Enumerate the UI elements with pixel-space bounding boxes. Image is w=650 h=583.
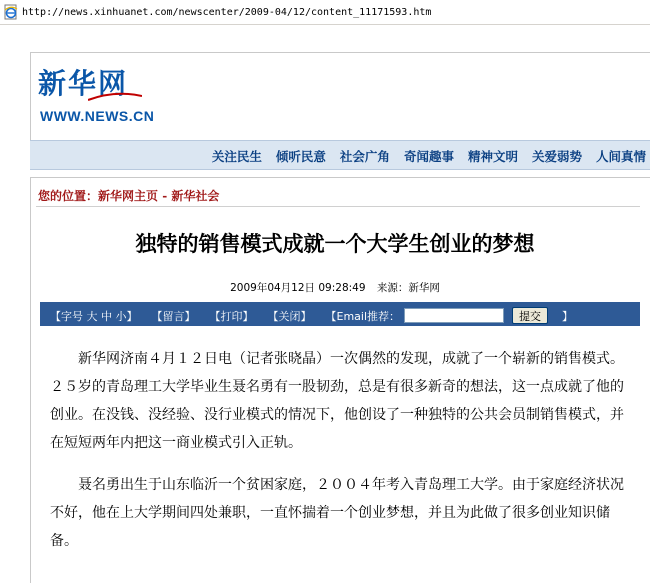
breadcrumb-home-link[interactable]: 新华网主页 — [98, 189, 159, 203]
article-meta — [40, 280, 630, 295]
submit-button[interactable]: 提交 — [512, 307, 548, 324]
print-link[interactable]: 【打印】 — [209, 309, 254, 323]
article-body — [50, 345, 630, 569]
address-url[interactable]: http://news.xinhuanet.com/newscenter/2009-04/12/content_11171593.htm — [22, 7, 432, 18]
channel-nav — [30, 140, 650, 170]
nav-item-qiwen-qushi[interactable]: 奇闻趣事 — [403, 149, 454, 164]
breadcrumb-divider — [36, 206, 640, 207]
nav-item-renjian-zhenqing[interactable]: 人间真情 — [595, 149, 646, 164]
nav-item-guanai-ruoshi[interactable]: 关爱弱势 — [531, 149, 582, 164]
site-logo-text[interactable]: 新华网 — [38, 67, 129, 100]
comment-link[interactable]: 【留言】 — [151, 309, 196, 323]
article-toolbar — [40, 302, 640, 326]
breadcrumb-separator: - — [158, 189, 172, 203]
nav-item-shehui-guangjiao[interactable]: 社会广角 — [339, 149, 390, 164]
nav-item-qingting-minyi[interactable]: 倾听民意 — [275, 149, 326, 164]
email-recommend-label: 【Email推荐： — [325, 309, 401, 323]
breadcrumb-section-link[interactable]: 新华社会 — [171, 189, 220, 203]
font-size-control[interactable]: 【字号 大 中 小】 — [50, 309, 138, 323]
site-logo-domain[interactable]: WWW.NEWS.CN — [40, 108, 155, 124]
article-date: 2009年04月12日 09:28:49 — [230, 282, 366, 294]
article-title: 独特的销售模式成就一个大学生创业的梦想 — [135, 231, 535, 256]
nav-item-jingshen-wenming[interactable]: 精神文明 — [467, 149, 518, 164]
nav-item-guanzhu-minsheng[interactable]: 关注民生 — [211, 149, 262, 164]
logo-swoosh-icon — [88, 92, 142, 102]
email-input[interactable] — [404, 308, 504, 323]
breadcrumb-prefix: 您的位置： — [38, 189, 99, 203]
ie-page-icon — [3, 4, 19, 20]
breadcrumb — [38, 187, 219, 204]
close-link[interactable]: 【关闭】 — [267, 309, 312, 323]
article-source: 来源：新华网 — [376, 282, 440, 294]
email-end-bracket: 】 — [562, 309, 574, 323]
article-paragraph-2: 聂名勇出生于山东临沂一个贫困家庭，２００４年考入青岛理工大学。由于家庭经济状况不好，他在上大学期间四处兼职，一直怀揣着一个创业梦想，并且为此做了很多创业知识储备。 — [50, 477, 624, 549]
address-bar[interactable] — [0, 0, 650, 25]
article-paragraph-1: 新华网济南４月１２日电（记者张晓晶）一次偶然的发现，成就了一个崭新的销售模式。２５岁的青岛理工大学毕业生聂名勇有一股韧劲，总是有很多新奇的想法，这一点成就了他的创业。在没钱、没经验、没行业模式的情况下，他创设了一种独特的公共会员制销售模式，并在短短两年内把这一商业模式引入正轨。 — [50, 351, 624, 451]
